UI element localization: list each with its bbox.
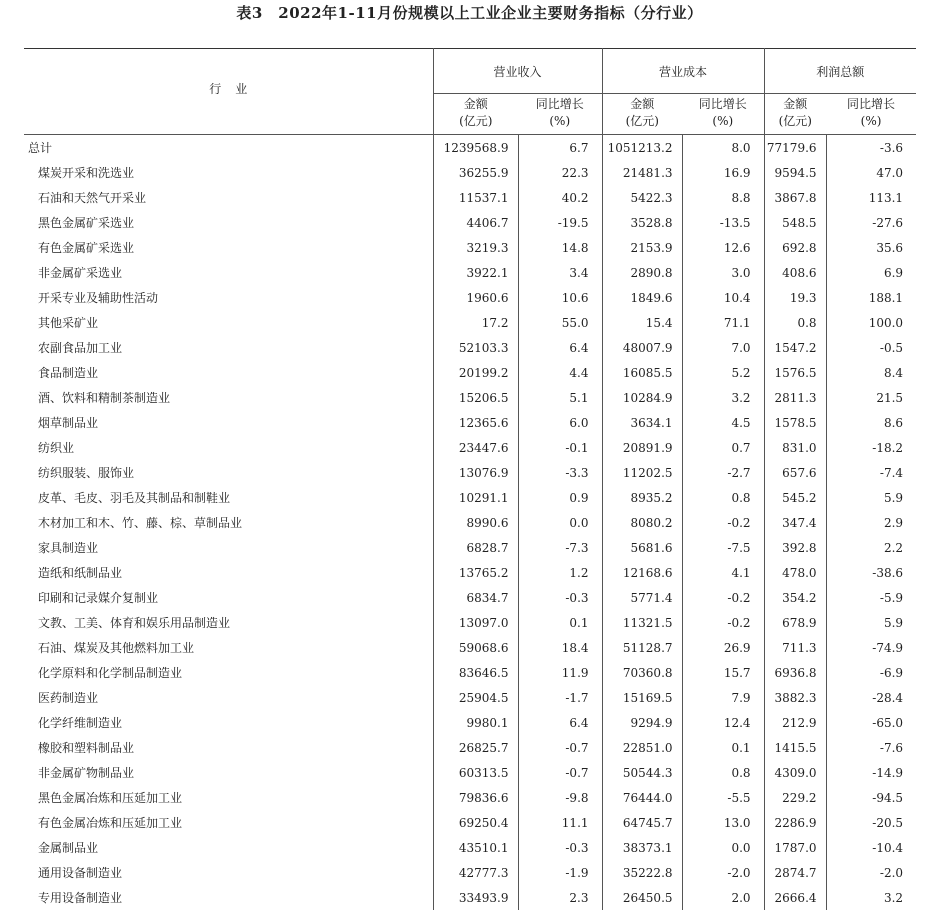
revenue-amount-cell: 52103.3 (433, 335, 518, 360)
revenue-growth-cell: 10.6 (518, 285, 602, 310)
industry-name-cell: 石油和天然气开采业 (24, 185, 433, 210)
table-row (24, 335, 916, 360)
cost-growth-cell: 15.7 (682, 660, 764, 685)
revenue-growth-cell: 22.3 (518, 160, 602, 185)
revenue-growth-cell: 18.4 (518, 635, 602, 660)
cost-amount-cell: 15169.5 (602, 685, 682, 710)
industry-name-cell: 纺织业 (24, 435, 433, 460)
cost-growth-cell: -0.2 (682, 510, 764, 535)
table-row (24, 735, 916, 760)
revenue-amount-cell: 4406.7 (433, 210, 518, 235)
revenue-amount-cell: 9980.1 (433, 710, 518, 735)
revenue-growth-cell: 6.7 (518, 135, 602, 161)
cost-amount-cell: 48007.9 (602, 335, 682, 360)
cost-amount-cell: 20891.9 (602, 435, 682, 460)
profit-growth-cell: -14.9 (826, 760, 916, 785)
table-row (24, 610, 916, 635)
profit-amount-header (764, 94, 826, 135)
table-row (24, 460, 916, 485)
table-row (24, 710, 916, 735)
profit-amount-cell: 657.6 (764, 460, 826, 485)
table-row (24, 510, 916, 535)
industry-name-cell: 烟草制品业 (24, 410, 433, 435)
revenue-growth-cell: 6.4 (518, 710, 602, 735)
industry-name-cell: 专用设备制造业 (24, 885, 433, 910)
industry-name-cell: 造纸和纸制品业 (24, 560, 433, 585)
table-row (24, 210, 916, 235)
cost-growth-cell: -0.2 (682, 585, 764, 610)
revenue-amount-cell: 1960.6 (433, 285, 518, 310)
profit-growth-cell: 8.6 (826, 410, 916, 435)
amount-label: 金额 (765, 96, 827, 113)
cost-amount-cell: 5681.6 (602, 535, 682, 560)
profit-group-header: 利润总额 (764, 49, 916, 94)
industry-name-cell: 有色金属矿采选业 (24, 235, 433, 260)
table-row (24, 785, 916, 810)
profit-amount-cell: 2874.7 (764, 860, 826, 885)
cost-amount-cell: 5771.4 (602, 585, 682, 610)
table-row (24, 385, 916, 410)
industry-name-cell: 金属制品业 (24, 835, 433, 860)
profit-growth-cell: -7.6 (826, 735, 916, 760)
profit-growth-cell: -20.5 (826, 810, 916, 835)
profit-growth-cell: 3.2 (826, 885, 916, 910)
table-row (24, 810, 916, 835)
revenue-growth-cell: -0.3 (518, 585, 602, 610)
profit-amount-cell: 2666.4 (764, 885, 826, 910)
industry-name-cell: 印刷和记录媒介复制业 (24, 585, 433, 610)
profit-growth-cell: 188.1 (826, 285, 916, 310)
industry-name-cell: 非金属矿物制品业 (24, 760, 433, 785)
cost-amount-cell: 3528.8 (602, 210, 682, 235)
industry-name-cell: 开采专业及辅助性活动 (24, 285, 433, 310)
table-row (24, 860, 916, 885)
revenue-amount-cell: 33493.9 (433, 885, 518, 910)
cost-growth-cell: 16.9 (682, 160, 764, 185)
revenue-growth-cell: -1.7 (518, 685, 602, 710)
revenue-growth-cell: -1.9 (518, 860, 602, 885)
industry-header-label: 行业 (195, 82, 261, 96)
cost-growth-cell: 71.1 (682, 310, 764, 335)
revenue-growth-cell: -0.3 (518, 835, 602, 860)
industry-name-cell: 木材加工和木、竹、藤、棕、草制品业 (24, 510, 433, 535)
amount-unit: (亿元) (434, 113, 519, 130)
cost-amount-cell: 2153.9 (602, 235, 682, 260)
table-row (24, 285, 916, 310)
revenue-growth-cell: 5.1 (518, 385, 602, 410)
cost-growth-cell: 26.9 (682, 635, 764, 660)
cost-growth-cell: 12.4 (682, 710, 764, 735)
revenue-amount-cell: 83646.5 (433, 660, 518, 685)
cost-growth-cell: 7.9 (682, 685, 764, 710)
cost-growth-header (682, 94, 764, 135)
profit-amount-cell: 478.0 (764, 560, 826, 585)
table-row (24, 635, 916, 660)
profit-amount-cell: 1576.5 (764, 360, 826, 385)
revenue-amount-cell: 3219.3 (433, 235, 518, 260)
revenue-growth-cell: -0.7 (518, 735, 602, 760)
profit-amount-cell: 831.0 (764, 435, 826, 460)
profit-growth-cell: 47.0 (826, 160, 916, 185)
revenue-amount-header (433, 94, 518, 135)
revenue-amount-cell: 20199.2 (433, 360, 518, 385)
cost-growth-cell: 3.0 (682, 260, 764, 285)
table-row (24, 885, 916, 910)
cost-amount-cell: 64745.7 (602, 810, 682, 835)
revenue-growth-cell: -0.7 (518, 760, 602, 785)
revenue-amount-cell: 42777.3 (433, 860, 518, 885)
cost-growth-cell: -0.2 (682, 610, 764, 635)
cost-growth-cell: 8.8 (682, 185, 764, 210)
revenue-growth-cell: 1.2 (518, 560, 602, 585)
profit-growth-cell: -94.5 (826, 785, 916, 810)
table-row (24, 485, 916, 510)
cost-growth-cell: -13.5 (682, 210, 764, 235)
cost-amount-header (602, 94, 682, 135)
profit-growth-cell: 6.9 (826, 260, 916, 285)
industry-name-cell: 有色金属冶炼和压延加工业 (24, 810, 433, 835)
industry-name-cell: 黑色金属矿采选业 (24, 210, 433, 235)
profit-amount-cell: 545.2 (764, 485, 826, 510)
profit-amount-cell: 354.2 (764, 585, 826, 610)
financial-indicators-table (24, 48, 916, 910)
industry-name-cell: 医药制造业 (24, 685, 433, 710)
profit-amount-cell: 9594.5 (764, 160, 826, 185)
table-row (24, 185, 916, 210)
cost-amount-cell: 38373.1 (602, 835, 682, 860)
revenue-amount-cell: 17.2 (433, 310, 518, 335)
revenue-growth-cell: 0.9 (518, 485, 602, 510)
revenue-amount-cell: 12365.6 (433, 410, 518, 435)
profit-amount-cell: 548.5 (764, 210, 826, 235)
table-row (24, 660, 916, 685)
revenue-growth-cell: -7.3 (518, 535, 602, 560)
revenue-amount-cell: 6828.7 (433, 535, 518, 560)
growth-label: 同比增长 (682, 96, 764, 113)
cost-amount-cell: 5422.3 (602, 185, 682, 210)
table-row (24, 535, 916, 560)
profit-amount-cell: 408.6 (764, 260, 826, 285)
revenue-group-header: 营业收入 (433, 49, 602, 94)
cost-growth-cell: 3.2 (682, 385, 764, 410)
profit-growth-cell: -2.0 (826, 860, 916, 885)
profit-amount-cell: 0.8 (764, 310, 826, 335)
cost-growth-cell: 2.0 (682, 885, 764, 910)
amount-unit: (亿元) (603, 113, 683, 130)
cost-amount-cell: 2890.8 (602, 260, 682, 285)
profit-growth-cell: 100.0 (826, 310, 916, 335)
profit-growth-header (826, 94, 916, 135)
cost-amount-cell: 70360.8 (602, 660, 682, 685)
revenue-growth-cell: 55.0 (518, 310, 602, 335)
profit-growth-cell: -28.4 (826, 685, 916, 710)
profit-amount-cell: 3867.8 (764, 185, 826, 210)
industry-name-cell: 橡胶和塑料制品业 (24, 735, 433, 760)
cost-amount-cell: 8935.2 (602, 485, 682, 510)
cost-amount-cell: 9294.9 (602, 710, 682, 735)
profit-amount-cell: 212.9 (764, 710, 826, 735)
profit-amount-cell: 6936.8 (764, 660, 826, 685)
amount-label: 金额 (434, 96, 519, 113)
cost-growth-cell: 0.0 (682, 835, 764, 860)
table-body (24, 135, 916, 910)
profit-amount-cell: 711.3 (764, 635, 826, 660)
revenue-growth-cell: 40.2 (518, 185, 602, 210)
industry-name-cell: 石油、煤炭及其他燃料加工业 (24, 635, 433, 660)
industry-name-cell: 酒、饮料和精制茶制造业 (24, 385, 433, 410)
revenue-growth-cell: 4.4 (518, 360, 602, 385)
table-row (24, 310, 916, 335)
cost-growth-cell: 10.4 (682, 285, 764, 310)
cost-growth-cell: -7.5 (682, 535, 764, 560)
growth-label: 同比增长 (518, 96, 602, 113)
profit-growth-cell: -3.6 (826, 135, 916, 161)
revenue-amount-cell: 25904.5 (433, 685, 518, 710)
revenue-growth-cell: 14.8 (518, 235, 602, 260)
industry-name-cell: 食品制造业 (24, 360, 433, 385)
cost-amount-cell: 12168.6 (602, 560, 682, 585)
amount-unit: (亿元) (765, 113, 827, 130)
profit-growth-cell: -18.2 (826, 435, 916, 460)
revenue-amount-cell: 13765.2 (433, 560, 518, 585)
growth-unit: (%) (518, 113, 602, 130)
industry-name-cell: 化学纤维制造业 (24, 710, 433, 735)
revenue-growth-cell: 0.0 (518, 510, 602, 535)
profit-growth-cell: -0.5 (826, 335, 916, 360)
cost-amount-cell: 16085.5 (602, 360, 682, 385)
cost-amount-cell: 51128.7 (602, 635, 682, 660)
cost-amount-cell: 26450.5 (602, 885, 682, 910)
revenue-amount-cell: 26825.7 (433, 735, 518, 760)
profit-growth-cell: 5.9 (826, 485, 916, 510)
cost-amount-cell: 50544.3 (602, 760, 682, 785)
industry-name-cell: 纺织服装、服饰业 (24, 460, 433, 485)
cost-amount-cell: 1849.6 (602, 285, 682, 310)
profit-amount-cell: 77179.6 (764, 135, 826, 161)
industry-name-cell: 总计 (24, 135, 433, 161)
cost-growth-cell: 13.0 (682, 810, 764, 835)
table-row (24, 835, 916, 860)
profit-growth-cell: -38.6 (826, 560, 916, 585)
profit-amount-cell: 347.4 (764, 510, 826, 535)
profit-amount-cell: 3882.3 (764, 685, 826, 710)
profit-growth-cell: 35.6 (826, 235, 916, 260)
revenue-amount-cell: 79836.6 (433, 785, 518, 810)
cost-amount-cell: 10284.9 (602, 385, 682, 410)
cost-amount-cell: 11202.5 (602, 460, 682, 485)
cost-growth-cell: 0.7 (682, 435, 764, 460)
revenue-amount-cell: 13076.9 (433, 460, 518, 485)
revenue-growth-cell: -0.1 (518, 435, 602, 460)
profit-amount-cell: 1787.0 (764, 835, 826, 860)
revenue-amount-cell: 3922.1 (433, 260, 518, 285)
profit-amount-cell: 1578.5 (764, 410, 826, 435)
table-row (24, 260, 916, 285)
table-row (24, 435, 916, 460)
cost-growth-cell: 0.8 (682, 485, 764, 510)
cost-amount-cell: 22851.0 (602, 735, 682, 760)
profit-growth-cell: 21.5 (826, 385, 916, 410)
profit-amount-cell: 2286.9 (764, 810, 826, 835)
revenue-growth-cell: 11.9 (518, 660, 602, 685)
cost-growth-cell: -5.5 (682, 785, 764, 810)
cost-growth-cell: 4.1 (682, 560, 764, 585)
table-row (24, 160, 916, 185)
revenue-growth-cell: 11.1 (518, 810, 602, 835)
profit-growth-cell: 2.2 (826, 535, 916, 560)
amount-label: 金额 (603, 96, 683, 113)
industry-name-cell: 化学原料和化学制品制造业 (24, 660, 433, 685)
revenue-growth-cell: 2.3 (518, 885, 602, 910)
revenue-amount-cell: 23447.6 (433, 435, 518, 460)
profit-amount-cell: 1415.5 (764, 735, 826, 760)
revenue-growth-cell: 6.0 (518, 410, 602, 435)
cost-amount-cell: 8080.2 (602, 510, 682, 535)
industry-column-header (24, 49, 433, 135)
revenue-amount-cell: 36255.9 (433, 160, 518, 185)
cost-growth-cell: 0.8 (682, 760, 764, 785)
cost-amount-cell: 3634.1 (602, 410, 682, 435)
revenue-amount-cell: 13097.0 (433, 610, 518, 635)
industry-name-cell: 家具制造业 (24, 535, 433, 560)
industry-name-cell: 非金属矿采选业 (24, 260, 433, 285)
cost-growth-cell: 4.5 (682, 410, 764, 435)
cost-amount-cell: 1051213.2 (602, 135, 682, 161)
profit-amount-cell: 1547.2 (764, 335, 826, 360)
cost-growth-cell: 12.6 (682, 235, 764, 260)
table-row (24, 685, 916, 710)
revenue-amount-cell: 10291.1 (433, 485, 518, 510)
table-row (24, 760, 916, 785)
profit-amount-cell: 4309.0 (764, 760, 826, 785)
revenue-amount-cell: 59068.6 (433, 635, 518, 660)
profit-growth-cell: 113.1 (826, 185, 916, 210)
profit-growth-cell: -10.4 (826, 835, 916, 860)
industry-name-cell: 农副食品加工业 (24, 335, 433, 360)
profit-amount-cell: 678.9 (764, 610, 826, 635)
industry-name-cell: 煤炭开采和洗选业 (24, 160, 433, 185)
revenue-amount-cell: 1239568.9 (433, 135, 518, 161)
profit-growth-cell: 2.9 (826, 510, 916, 535)
table-title: 表3 2022年1-11月份规模以上工业企业主要财务指标（分行业） (0, 2, 939, 23)
profit-growth-cell: 8.4 (826, 360, 916, 385)
profit-amount-cell: 2811.3 (764, 385, 826, 410)
profit-amount-cell: 692.8 (764, 235, 826, 260)
revenue-growth-cell: -9.8 (518, 785, 602, 810)
table-row (24, 410, 916, 435)
cost-growth-cell: 7.0 (682, 335, 764, 360)
cost-amount-cell: 11321.5 (602, 610, 682, 635)
industry-name-cell: 黑色金属冶炼和压延加工业 (24, 785, 433, 810)
profit-growth-cell: -6.9 (826, 660, 916, 685)
cost-growth-cell: -2.7 (682, 460, 764, 485)
revenue-amount-cell: 11537.1 (433, 185, 518, 210)
cost-amount-cell: 76444.0 (602, 785, 682, 810)
cost-group-header: 营业成本 (602, 49, 764, 94)
cost-amount-cell: 21481.3 (602, 160, 682, 185)
revenue-growth-cell: 6.4 (518, 335, 602, 360)
revenue-growth-header (518, 94, 602, 135)
revenue-amount-cell: 8990.6 (433, 510, 518, 535)
revenue-amount-cell: 43510.1 (433, 835, 518, 860)
industry-name-cell: 通用设备制造业 (24, 860, 433, 885)
table-row (24, 360, 916, 385)
profit-growth-cell: -7.4 (826, 460, 916, 485)
cost-amount-cell: 15.4 (602, 310, 682, 335)
industry-name-cell: 文教、工美、体育和娱乐用品制造业 (24, 610, 433, 635)
revenue-amount-cell: 15206.5 (433, 385, 518, 410)
growth-unit: (%) (826, 113, 916, 130)
profit-growth-cell: 5.9 (826, 610, 916, 635)
revenue-amount-cell: 6834.7 (433, 585, 518, 610)
cost-growth-cell: 5.2 (682, 360, 764, 385)
cost-growth-cell: 8.0 (682, 135, 764, 161)
profit-growth-cell: -74.9 (826, 635, 916, 660)
industry-name-cell: 其他采矿业 (24, 310, 433, 335)
profit-amount-cell: 229.2 (764, 785, 826, 810)
profit-amount-cell: 392.8 (764, 535, 826, 560)
cost-growth-cell: -2.0 (682, 860, 764, 885)
growth-label: 同比增长 (826, 96, 916, 113)
revenue-growth-cell: 3.4 (518, 260, 602, 285)
table-row (24, 585, 916, 610)
cost-growth-cell: 0.1 (682, 735, 764, 760)
revenue-growth-cell: -19.5 (518, 210, 602, 235)
revenue-amount-cell: 69250.4 (433, 810, 518, 835)
cost-amount-cell: 35222.8 (602, 860, 682, 885)
total-row (24, 135, 916, 161)
revenue-growth-cell: 0.1 (518, 610, 602, 635)
profit-growth-cell: -65.0 (826, 710, 916, 735)
growth-unit: (%) (682, 113, 764, 130)
profit-growth-cell: -27.6 (826, 210, 916, 235)
industry-name-cell: 皮革、毛皮、羽毛及其制品和制鞋业 (24, 485, 433, 510)
table-row (24, 235, 916, 260)
table-row (24, 560, 916, 585)
revenue-growth-cell: -3.3 (518, 460, 602, 485)
profit-growth-cell: -5.9 (826, 585, 916, 610)
revenue-amount-cell: 60313.5 (433, 760, 518, 785)
profit-amount-cell: 19.3 (764, 285, 826, 310)
